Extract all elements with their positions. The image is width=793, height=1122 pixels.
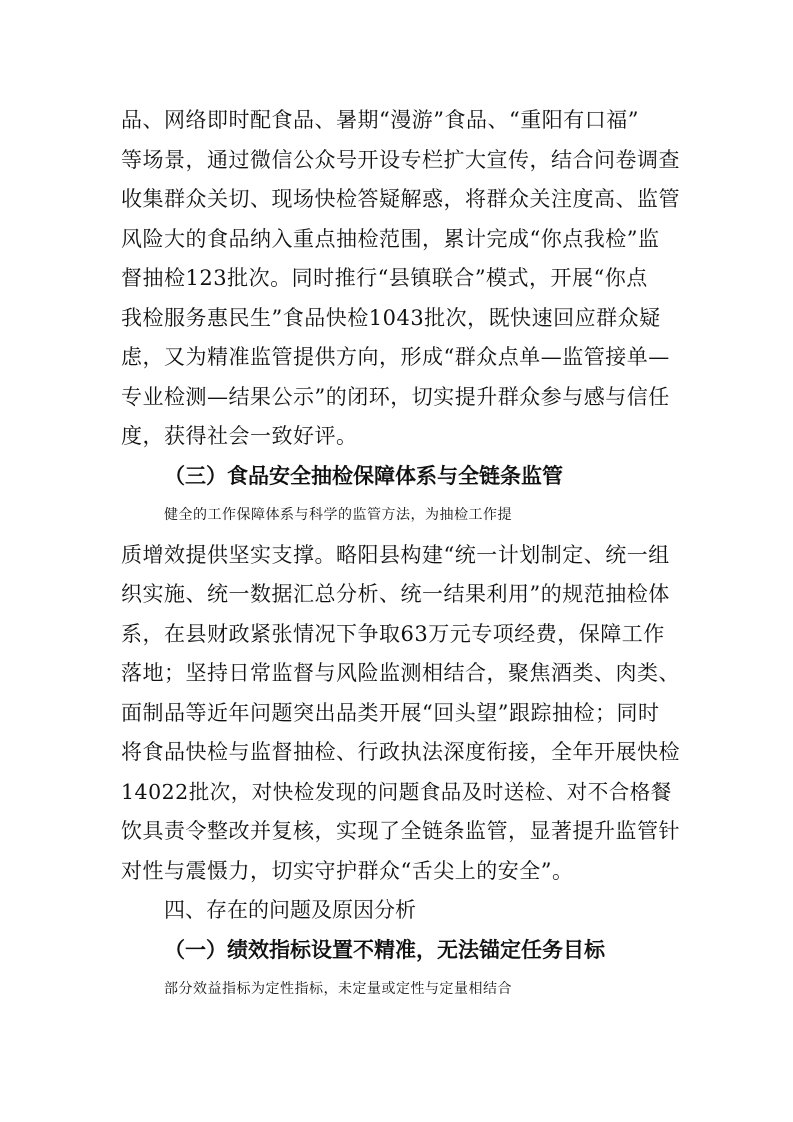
paragraph-line: 健全的工作保障体系与科学的监管方法，为抽检工作提 <box>164 507 512 523</box>
paragraph-line: 系，在县财政紧张情况下争取63万元专项经费，保障工作 <box>121 622 665 646</box>
paragraph-line: 落地；坚持日常监督与风险监测相结合，聚焦酒类、肉类、 <box>121 661 680 685</box>
paragraph-line: 14022批次，对快检发现的问题食品及时送检、对不合格餐 <box>121 780 672 804</box>
paragraph-line: 对性与震慑力，切实守护群众“舌尖上的安全”。 <box>121 859 574 883</box>
paragraph-line: 度，获得社会一致好评。 <box>121 424 358 448</box>
paragraph-line: 我检服务惠民生”食品快检1043批次，既快速回应群众疑 <box>121 306 661 330</box>
paragraph-line: 专业检测—结果公示”的闭环，切实提升群众参与感与信任 <box>121 385 670 409</box>
paragraph-line: 督抽检123批次。同时推行“县镇联合”模式，开展“你点 <box>121 266 648 290</box>
paragraph-line: 等场景，通过微信公众号开设专栏扩大宣传，结合问卷调查 <box>121 148 680 172</box>
paragraph-line: 质增效提供坚实支撑。略阳县构建“统一计划制定、统一组 <box>121 543 670 567</box>
paragraph-line: 品、网络即时配食品、暑期“漫游”食品、“重阳有口福” <box>121 108 639 132</box>
paragraph-line: 饮具责令整改并复核，实现了全链条监管，显著提升监管针 <box>121 819 680 843</box>
paragraph-line: 织实施、统一数据汇总分析、统一结果利用”的规范抽检体 <box>121 582 670 606</box>
paragraph-line: 收集群众关切、现场快检答疑解惑，将群众关注度高、监管 <box>121 187 680 211</box>
paragraph-line: 将食品快检与监督抽检、行政执法深度衔接，全年开展快检 <box>121 740 680 764</box>
paragraph-line: 风险大的食品纳入重点抽检范围，累计完成“你点我检”监 <box>121 227 660 251</box>
section-heading: （三）食品安全抽检保障体系与全链条监管 <box>164 464 563 488</box>
subsection-heading: （一）绩效指标设置不精准，无法锚定任务目标 <box>164 938 605 962</box>
section-title: 四、存在的问题及原因分析 <box>164 898 416 922</box>
paragraph-line: 面制品等近年问题突出品类开展“回头望”跟踪抽检；同时 <box>121 701 660 725</box>
paragraph-line: 虑，又为精准监管提供方向，形成“群众点单—监管接单— <box>121 345 670 369</box>
paragraph-line: 部分效益指标为定性指标，未定量或定性与定量相结合 <box>164 981 512 997</box>
